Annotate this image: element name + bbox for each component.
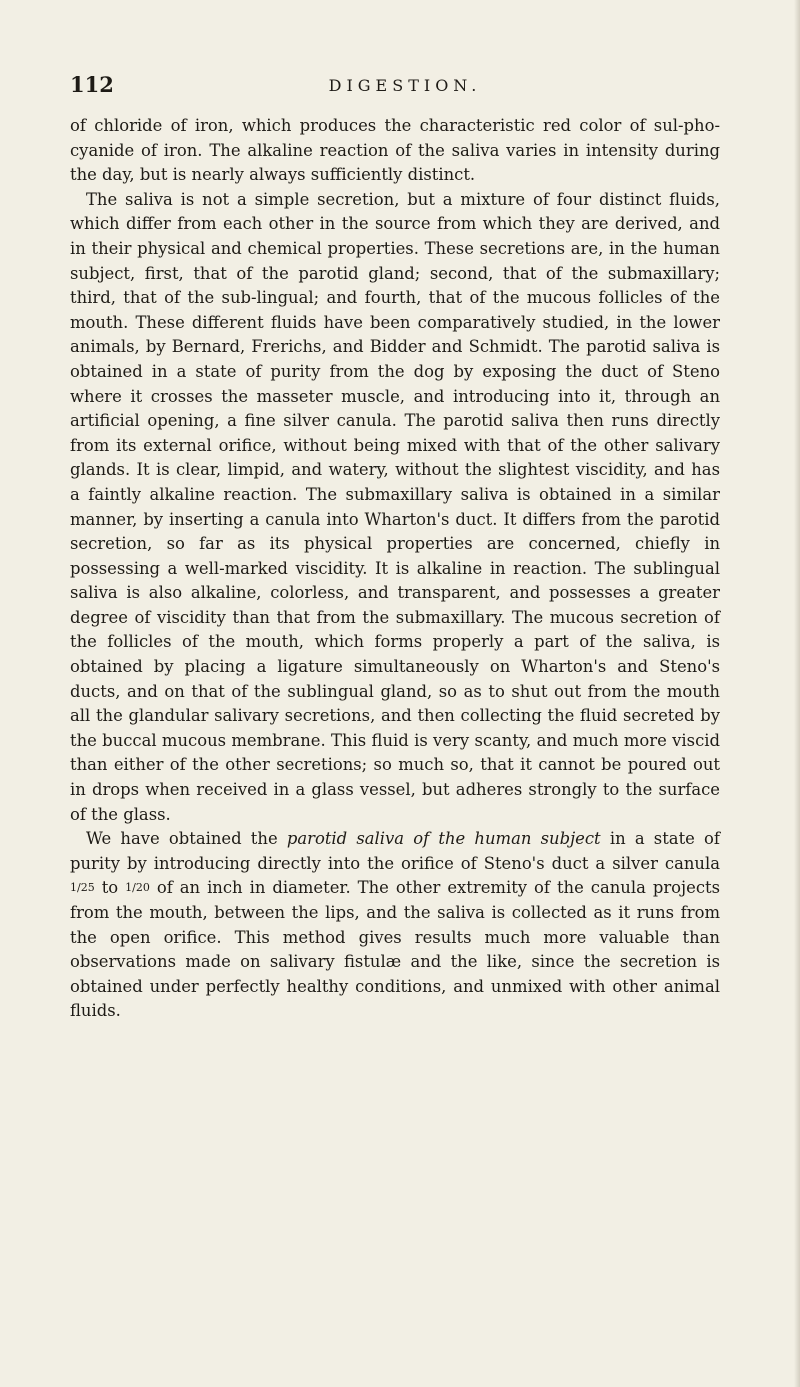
page-header: [70, 72, 720, 102]
paragraph: [70, 827, 720, 1024]
page-number: 112: [70, 72, 114, 97]
paragraph-text: of an inch in diameter. The other extremity of the canula projects from the mouth, between the lips, and the saliva is collected as it runs from the open orifice. This method gives results much more valuable than observations made on salivary fistulæ and the like, since the secretion is obtained under perfectly healthy conditions, and unmixed with other animal fluids.: [70, 878, 721, 1021]
fraction: 1/20: [125, 881, 150, 895]
paragraph-text: We have obtained the: [86, 829, 287, 849]
paragraph: The saliva is not a simple secretion, but a mixture of four distinct fluids, which differ from each other in the source from which they are derived, and in their physical and chemical properties. These secretions are, in the human subject, first, that of the parotid gland; second, that of the submaxillary; third, that of the sub-lingual; and fourth, that of the mucous follicles of the mouth. These different fluids have been comparatively studied, in the lower animals, by Bernard, Frerichs, and Bidder and Schmidt. The parotid saliva is obtained in a state of purity from the dog by exposing the duct of Steno where it crosses the masseter muscle, and introducing into it, through an artificial opening, a fine silver canula. The parotid saliva then runs directly from its external orifice, without being mixed with that of the other salivary glands. It is clear, limpid, and watery, without the slightest viscidity, and has a faintly alkaline reaction. The submaxillary saliva is obtained in a similar manner, by inserting a canula into Wharton's duct. It differs from the parotid secretion, so far as its physical properties are concerned, chiefly in possessing a well-marked viscidity. It is alkaline in reaction. The sublingual saliva is also alkaline, colorless, and transparent, and possesses a greater degree of viscidity than that from the submaxillary. The mucous secretion of the follicles of the mouth, which forms properly a part of the saliva, is obtained by placing a ligature simultaneously on Wharton's and Steno's ducts, and on that of the sublingual gland, so as to shut out from the mouth all the glandular salivary secretions, and then collecting the fluid secreted by the buccal mucous membrane. This fluid is very scanty, and much more viscid than either of the other secretions; so much so, that it cannot be poured out in drops when received in a glass vessel, but adheres strongly to the surface of the glass.: [70, 189, 720, 824]
italic-phrase: parotid saliva of the human subject: [286, 829, 601, 849]
body-text: [70, 114, 720, 1024]
running-head: DIGESTION.: [328, 76, 482, 95]
paragraph-text: in a state of purity by introducing directly into the orifice of Steno's duct a silver canula: [70, 829, 720, 873]
page-edge-shadow: [794, 0, 800, 1387]
paragraph-text: to: [94, 878, 126, 898]
fraction: 1/25: [70, 881, 95, 895]
paragraph: of chloride of iron, which produces the characteristic red color of sul-pho-cyanide of iron. The alkaline reaction of the saliva varies in intensity during the day, but is nearly always sufficiently distinct.: [70, 116, 720, 185]
book-page: [70, 72, 720, 1024]
